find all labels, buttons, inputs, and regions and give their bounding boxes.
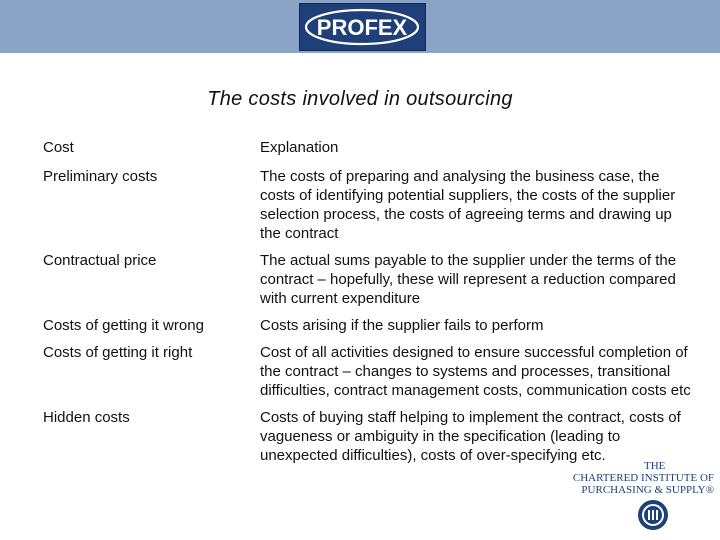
cips-line-3: PURCHASING & SUPPLY®: [581, 484, 714, 496]
logo-text: PROFEX: [316, 15, 408, 40]
profex-logo: [299, 3, 426, 51]
cost-cell: Costs of getting it wrong: [43, 317, 204, 334]
cips-logo: [572, 460, 720, 540]
cips-emblem-icon: [636, 498, 670, 532]
header-cost: Cost: [43, 139, 74, 156]
header-explanation: Explanation: [260, 139, 339, 156]
slide-title: The costs involved in outsourcing: [207, 88, 513, 110]
cips-line-1: THE: [644, 460, 666, 472]
table-row: [43, 408, 693, 465]
cost-cell: Contractual price: [43, 252, 157, 269]
explanation-cell: Cost of all activities designed to ensure successful completion of the contract – changes to systems and processes, transitional difficulties, contract management costs, communication costs etc: [260, 344, 691, 399]
header-band: [0, 0, 720, 53]
explanation-cell: The actual sums payable to the supplier under the terms of the contract – hopefully, these will represent a reduction compared with current expenditure: [260, 252, 677, 307]
cost-cell: Costs of getting it right: [43, 344, 193, 361]
table-header-row: [43, 138, 693, 157]
table-row: [43, 251, 693, 308]
explanation-cell: Costs arising if the supplier fails to perform: [260, 317, 544, 334]
cips-line-2: CHARTERED INSTITUTE OF: [572, 472, 714, 484]
explanation-cell: The costs of preparing and analysing the business case, the costs of identifying potential suppliers, the costs of the supplier selection process, the costs of agreeing terms and drawing up the contract: [260, 168, 676, 242]
explanation-cell: Costs of buying staff helping to implement the contract, costs of vagueness or ambiguity in the specification (leading to unexpected difficulties), costs of over-specifying etc.: [260, 409, 681, 464]
table-row: [43, 343, 693, 400]
costs-table: [43, 138, 693, 473]
cost-cell: Preliminary costs: [43, 168, 158, 185]
table-row: [43, 167, 693, 243]
table-row: [43, 316, 693, 335]
cost-cell: Hidden costs: [43, 409, 130, 426]
